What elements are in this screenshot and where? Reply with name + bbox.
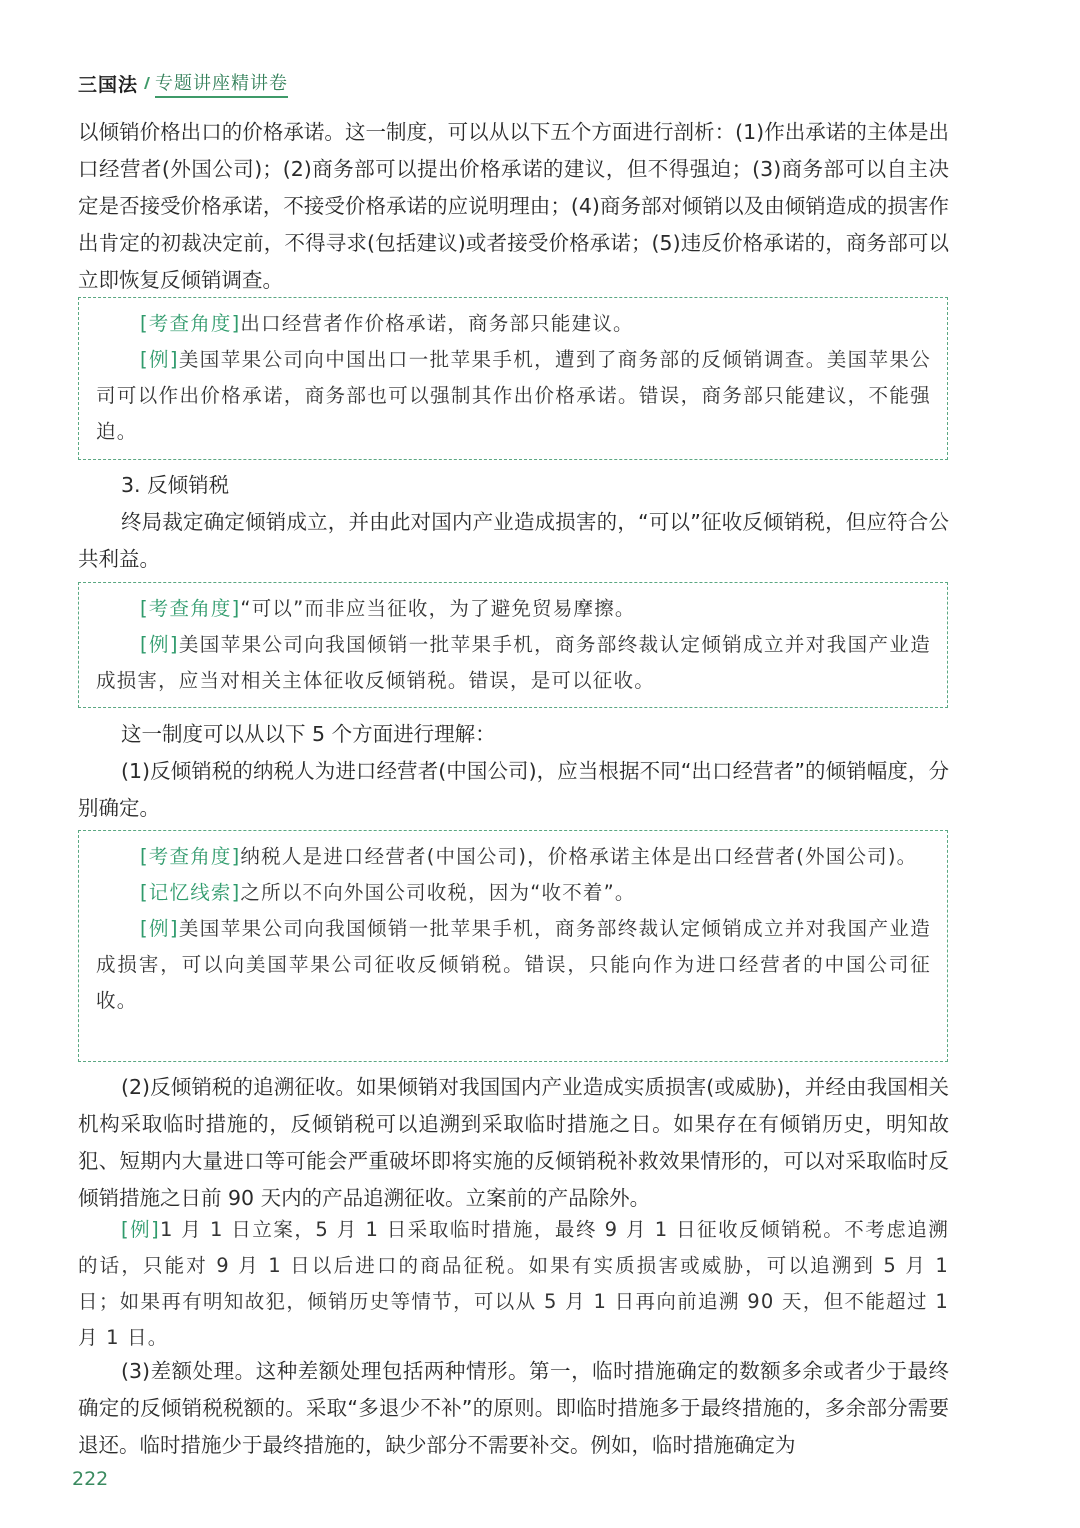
example-text: 美国苹果公司向我国倾销一批苹果手机，商务部终裁认定倾销成立并对我国产业造成损害，可以向美国苹果公司征收反倾销税。错误，只能向作为进口经营者的中国公司征收。: [96, 917, 931, 1012]
example-text: 美国苹果公司向中国出口一批苹果手机，遭到了商务部的反倾销调查。美国苹果公司可以作出价格承诺，商务部也可以强制其作出价格承诺。错误，商务部只能建议，不能强迫。: [96, 348, 931, 443]
paragraph-point-2: (2)反倾销税的追溯征收。如果倾销对我国国内产业造成实质损害(或威胁)，并经由我国相关机构采取临时措施的，反倾销税可以追溯到采取临时措施之日。如果存在有倾销历史，明知故犯、短期内大量进口等可能会严重破坏即将实施的反倾销税补救效果情形的，可以对采取临时反倾销措施之日前 90 天内的产品追溯征收。立案前的产品除外。: [78, 1075, 949, 1210]
exam-angle-line: [96, 839, 931, 875]
exam-angle-text: 纳税人是进口经营者(中国公司)，价格承诺主体是出口经营者(外国公司)。: [240, 845, 918, 868]
note-box-1: [78, 297, 948, 460]
paragraph-point-3: (3)差额处理。这种差额处理包括两种情形。第一，临时措施确定的数额多余或者少于最终确定的反倾销税税额的。采取“多退少不补”的原则。即临时措施多于最终措施的，多余部分需要退还。临时措施少于最终措施的，缺少部分不需要补交。例如，临时措施确定为: [78, 1359, 949, 1457]
section-heading-3: 3. 反倾销税: [121, 473, 230, 497]
note-box-2: [78, 582, 948, 708]
note-box-3: [78, 830, 948, 1062]
book-subtitle: 专题讲座精讲卷: [155, 69, 288, 98]
example-retroactive: [78, 1212, 949, 1356]
example-text: 1 月 1 日立案，5 月 1 日采取临时措施，最终 9 月 1 日征收反倾销税。不考虑追溯的话，只能对 9 月 1 日以后进口的商品征税。如果有实质损害或威胁，可以追溯到 5 月 1 日；如果再有明知故犯，倾销历史等情节，可以从 5 月 1 日再向前追溯 90 天，但不能超过 1 月 1 日。: [78, 1218, 949, 1349]
paragraph-price-undertaking: 以倾销价格出口的价格承诺。这一制度，可以从以下五个方面进行剖析：(1)作出承诺的主体是出口经营者(外国公司)；(2)商务部可以提出价格承诺的建议，但不得强迫；(3)商务部可以自主决定是否接受价格承诺，不接受价格承诺的应说明理由；(4)商务部对倾销以及由倾销造成的损害作出肯定的初裁决定前，不得寻求(包括建议)或者接受价格承诺；(5)违反价格承诺的，商务部可以立即恢复反倾销调查。: [78, 120, 949, 292]
exam-angle-line: [96, 591, 931, 627]
memory-clue-text: 之所以不向外国公司收税，因为“收不着”。: [240, 881, 636, 904]
example-tag: [例]: [140, 633, 179, 656]
exam-angle-text: “可以”而非应当征收，为了避免贸易摩擦。: [240, 597, 636, 620]
example-tag: [例]: [121, 1218, 160, 1241]
memory-clue-tag: [记忆线索]: [140, 881, 241, 904]
example-line: [96, 342, 931, 450]
exam-angle-text: 出口经营者作价格承诺，商务部只能建议。: [240, 312, 634, 335]
memory-clue-line: [96, 875, 931, 911]
header-tick-icon: [144, 74, 152, 92]
running-header: [78, 68, 288, 98]
exam-angle-tag: [考查角度]: [140, 845, 241, 868]
example-tag: [例]: [140, 348, 179, 371]
example-tag: [例]: [140, 917, 179, 940]
paragraph-five-aspects: 这一制度可以从以下 5 个方面进行理解：: [121, 722, 496, 746]
exam-angle-tag: [考查角度]: [140, 312, 241, 335]
example-line: [96, 911, 931, 1019]
book-title: 三国法: [78, 73, 139, 96]
exam-angle-line: [96, 306, 931, 342]
exam-angle-tag: [考查角度]: [140, 597, 241, 620]
example-text: 美国苹果公司向我国倾销一批苹果手机，商务部终裁认定倾销成立并对我国产业造成损害，应当对相关主体征收反倾销税。错误，是可以征收。: [96, 633, 931, 692]
paragraph-point-1: (1)反倾销税的纳税人为进口经营者(中国公司)，应当根据不同“出口经营者”的倾销幅度，分别确定。: [78, 759, 949, 820]
page-number: 222: [72, 1468, 109, 1490]
example-line: [96, 627, 931, 699]
paragraph-final-ruling: 终局裁定确定倾销成立，并由此对国内产业造成损害的，“可以”征收反倾销税，但应符合公共利益。: [78, 510, 949, 571]
